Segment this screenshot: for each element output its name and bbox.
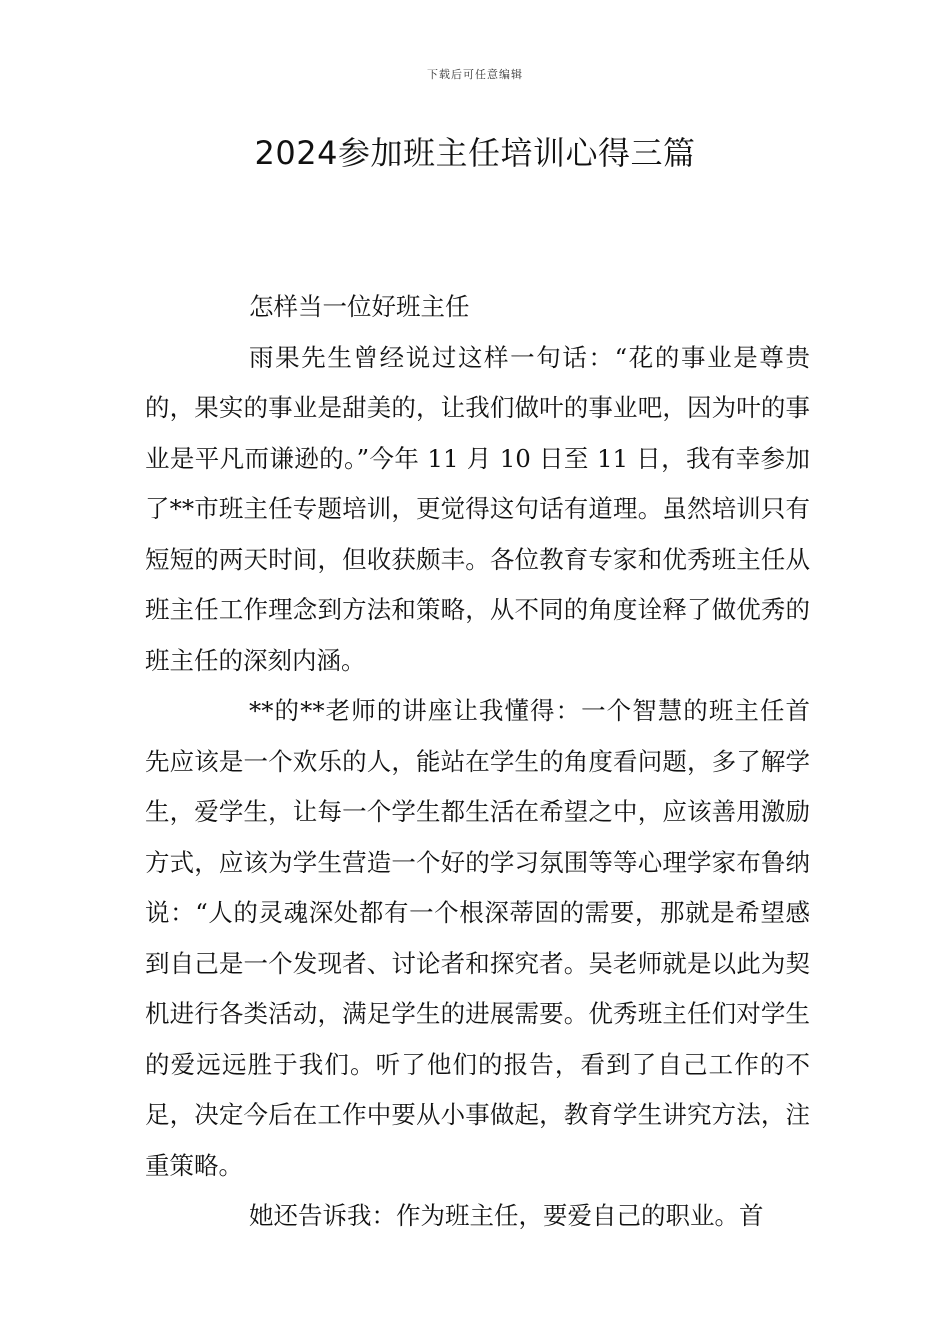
- body-paragraph: **的**老师的讲座让我懂得：一个智慧的班主任首先应该是一个欢乐的人，能站在学生的角度看问题，多了解学生，爱学生，让每一个学生都生活在希望之中，应该善用激励方式，应该为学生营造一个好的学习氛围等等心理学家布鲁纳说：“人的灵魂深处都有一个根深蒂固的需要，那就是希望感到自己是一个发现者、讨论者和探究者。吴老师就是以此为契机进行各类活动，满足学生的进展需要。优秀班主任们对学生的爱远远胜于我们。听了他们的报告，看到了自己工作的不足，决定今后在工作中要从小事做起，教育学生讲究方法，注重策略。: [145, 696, 810, 1180]
- section-heading: 怎样当一位好班主任: [249, 292, 470, 321]
- document-title: 2024参加班主任培训心得三篇: [254, 134, 696, 172]
- header-note: 下载后可任意编辑: [427, 68, 523, 81]
- body-paragraph: 她还告诉我：作为班主任，要爱自己的职业。首: [249, 1201, 764, 1230]
- body-paragraph: 雨果先生曾经说过这样一句话：“花的事业是尊贵的，果实的事业是甜美的，让我们做叶的事业吧，因为叶的事业是平凡而谦逊的。”今年 11 月 10 日至 11 日，我有幸参加了**市班主任专题培训，更觉得这句话有道理。虽然培训只有短短的两天时间，但收获颇丰。各位教育专家和优秀班主任从班主任工作理念到方法和策略，从不同的角度诠释了做优秀的班主任的深刻内涵。: [145, 342, 810, 675]
- document-body: [145, 282, 810, 1242]
